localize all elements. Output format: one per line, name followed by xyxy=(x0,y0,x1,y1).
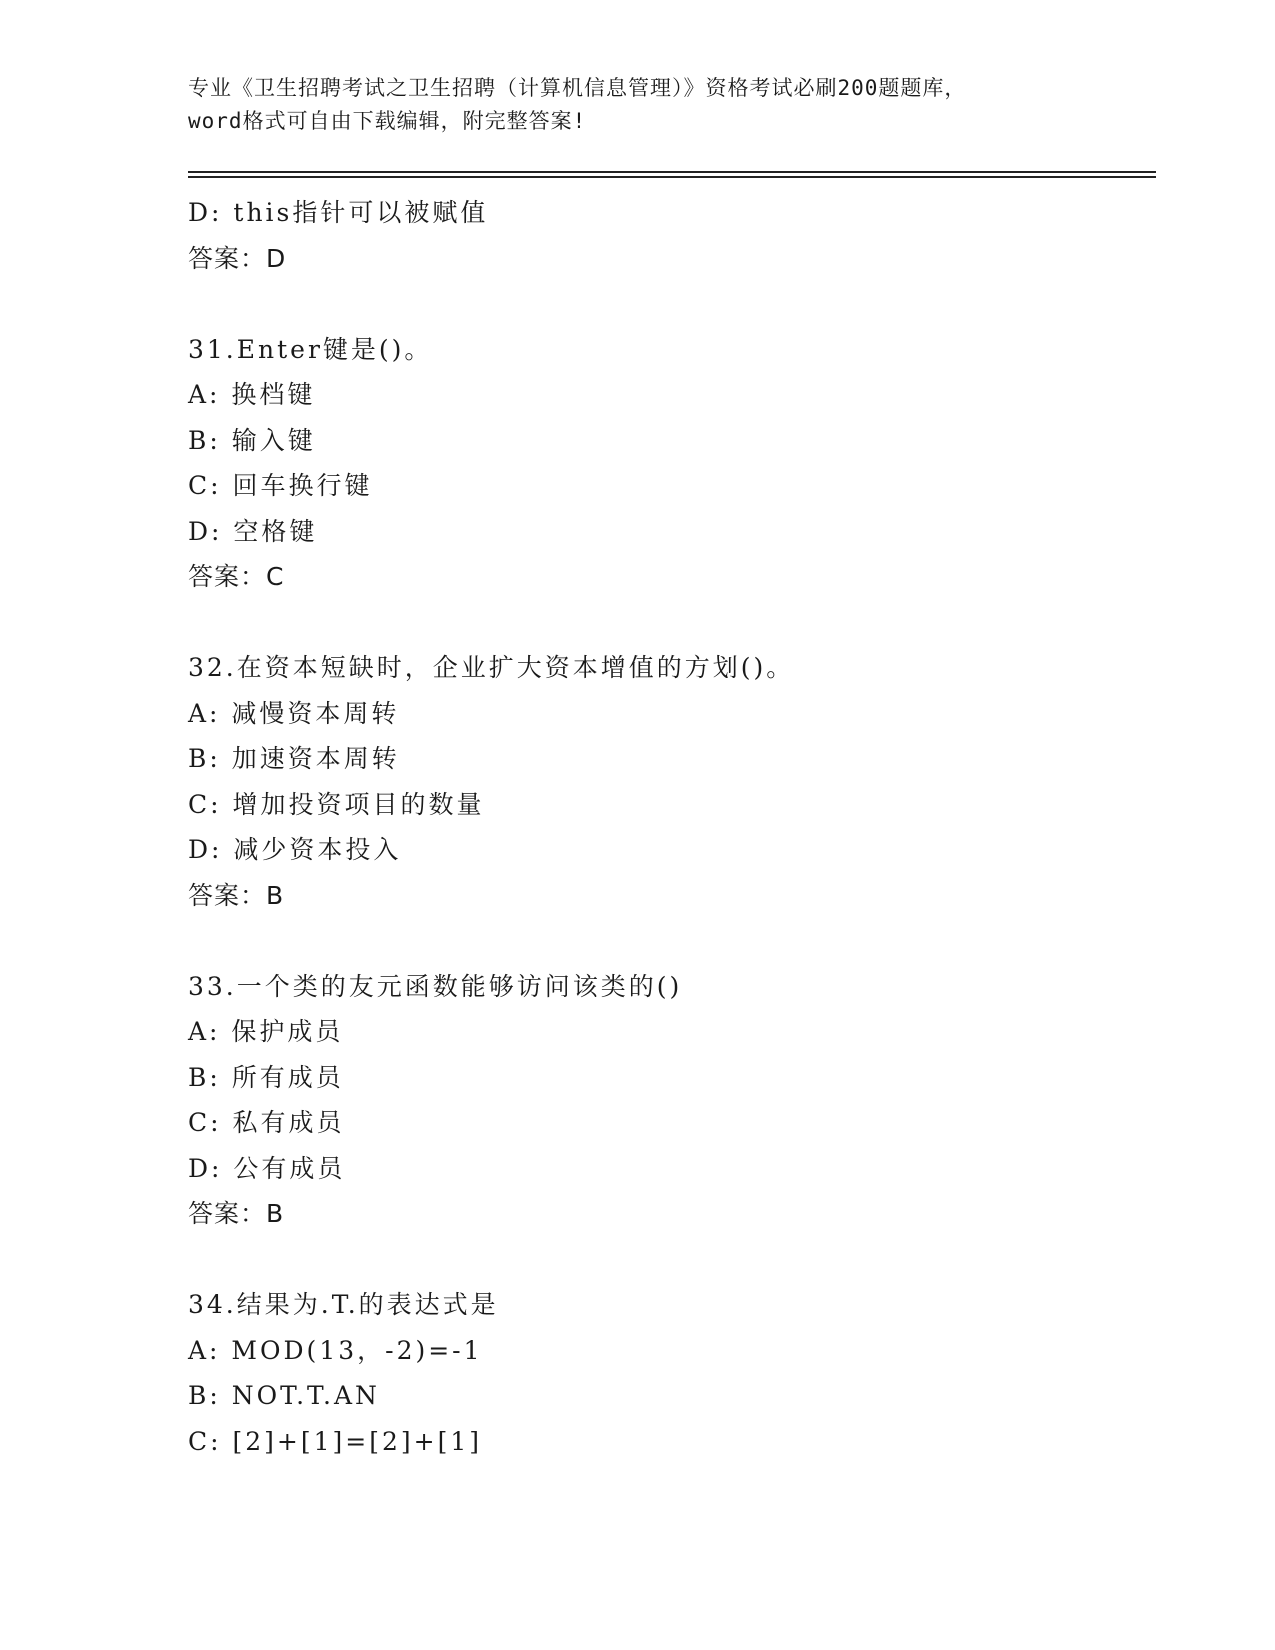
option-d: D: 空格键 xyxy=(188,516,318,546)
answer-line: 答案：C xyxy=(188,562,285,591)
option-b: B: 所有成员 xyxy=(188,1062,344,1092)
option-d: D: 公有成员 xyxy=(188,1153,346,1183)
question-stem: 31.Enter键是()。 xyxy=(188,334,433,364)
option-c: C: 私有成员 xyxy=(188,1108,345,1137)
header-divider-upper xyxy=(188,171,1156,173)
header-line-1: 专业《卫生招聘考试之卫生招聘（计算机信息管理）》资格考试必刷200题题库， xyxy=(188,76,967,100)
header-line-2: word格式可自由下载编辑，附完整答案! xyxy=(188,109,587,133)
question-34 xyxy=(188,1282,1148,1464)
spacer xyxy=(188,1237,1148,1283)
header-divider-lower xyxy=(188,176,1156,178)
option-a: A: MOD(13，-2)=-1 xyxy=(188,1335,483,1365)
option-a: A: 换档键 xyxy=(188,380,316,409)
question-stem: 33.一个类的友元函数能够访问该类的() xyxy=(188,971,683,1001)
option-b: B: NOT.T.AN xyxy=(188,1381,380,1410)
question-31 xyxy=(188,327,1148,600)
question-stem: 34.结果为.T.的表达式是 xyxy=(188,1290,499,1319)
answer-line: 答案：B xyxy=(188,880,285,910)
option-d: D: 减少资本投入 xyxy=(188,835,402,864)
option-a: A: 保护成员 xyxy=(188,1017,344,1046)
option-a: A: 减慢资本周转 xyxy=(188,698,400,728)
spacer xyxy=(188,281,1148,327)
carryover-answer: 答案：D xyxy=(188,243,287,273)
question-list xyxy=(188,190,1148,1464)
option-c: C: 回车换行键 xyxy=(188,471,373,500)
option-b: B: 输入键 xyxy=(188,425,316,455)
option-b: B: 加速资本周转 xyxy=(188,744,400,773)
spacer xyxy=(188,600,1148,646)
carryover-option-d: D: this指针可以被赋值 xyxy=(188,198,489,227)
option-c: C: [2]+[1]=[2]+[1] xyxy=(188,1426,482,1456)
question-33 xyxy=(188,964,1148,1237)
document-header xyxy=(188,72,1088,138)
question-stem: 32.在资本短缺时，企业扩大资本增值的方划()。 xyxy=(188,653,795,682)
answer-line: 答案：B xyxy=(188,1199,285,1228)
spacer xyxy=(188,918,1148,964)
question-32 xyxy=(188,645,1148,918)
option-c: C: 增加投资项目的数量 xyxy=(188,789,485,819)
